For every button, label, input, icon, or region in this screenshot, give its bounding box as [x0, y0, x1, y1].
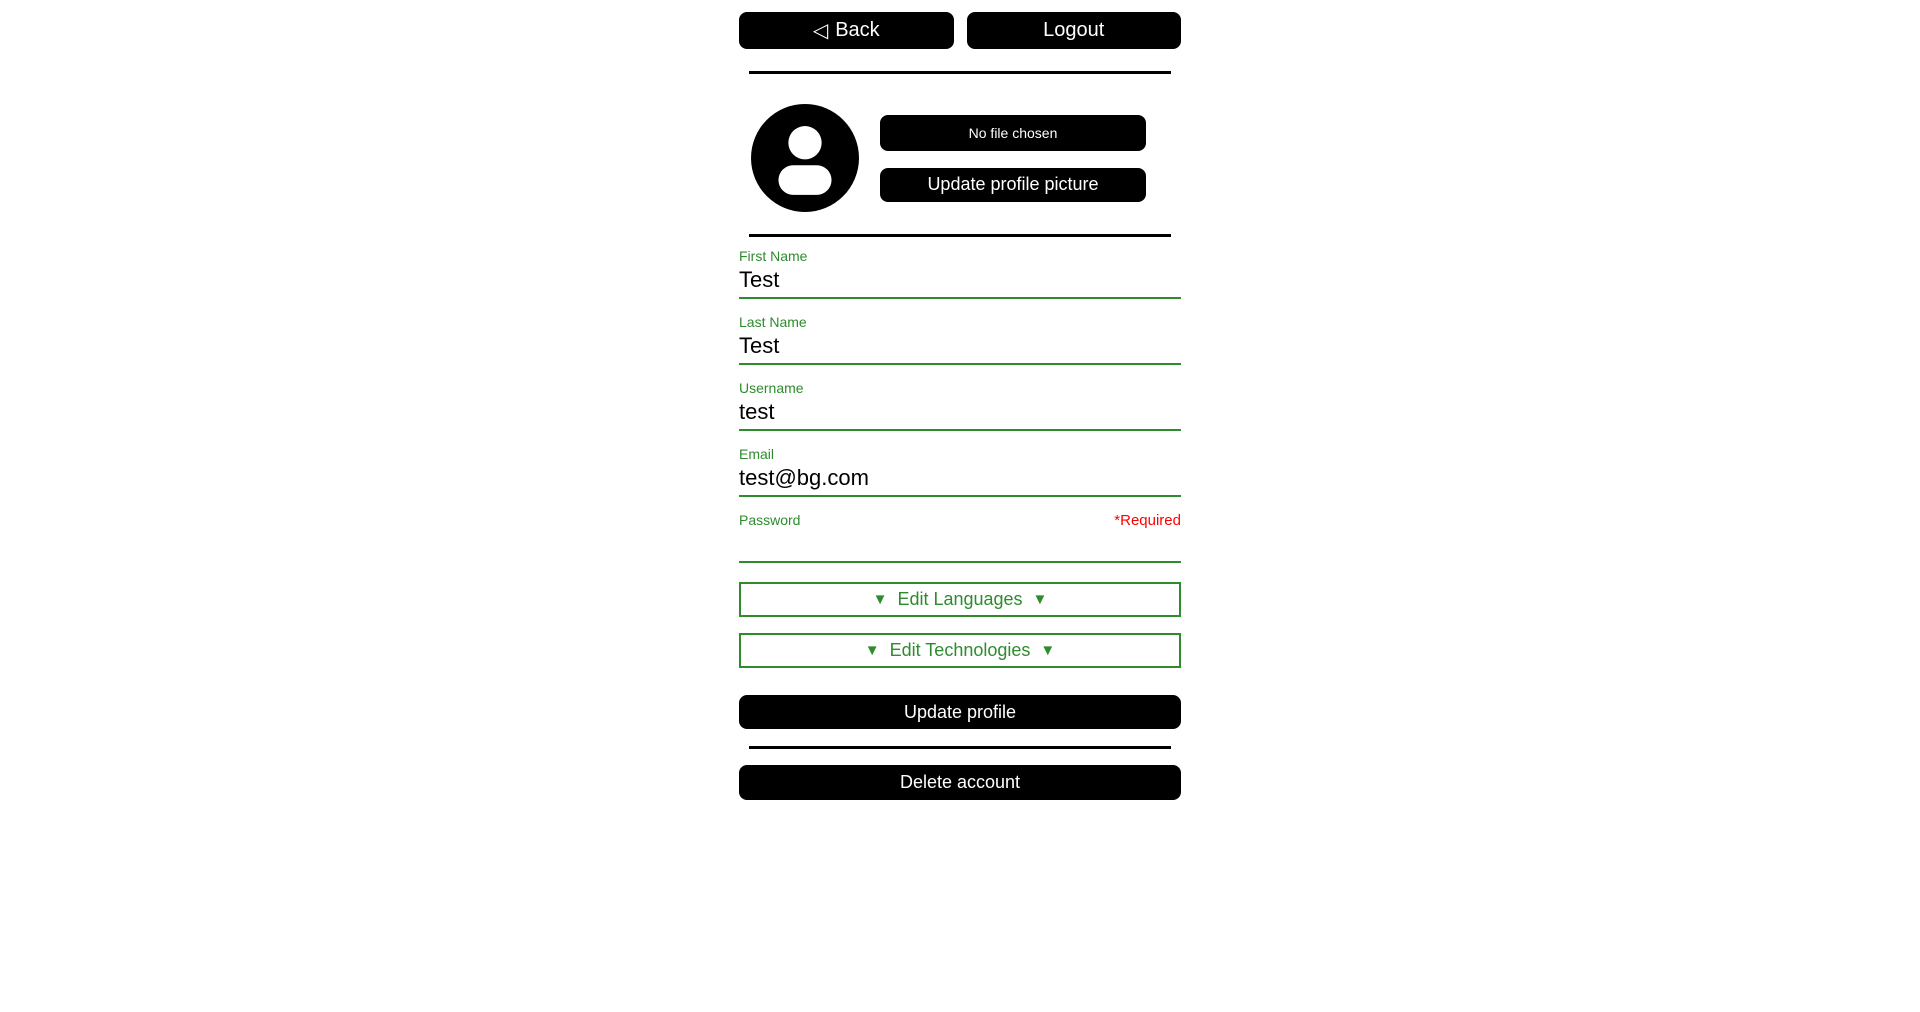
back-button-label: Back — [835, 19, 880, 41]
chevron-down-icon: ▼ — [1040, 642, 1056, 659]
last-name-input[interactable] — [739, 330, 1181, 365]
password-field-group — [739, 513, 1181, 563]
edit-languages-label: Edit Languages — [897, 589, 1023, 609]
chevron-down-icon: ▼ — [864, 642, 880, 659]
logout-button[interactable] — [967, 12, 1182, 49]
edit-languages-button[interactable] — [739, 582, 1181, 617]
first-name-label: First Name — [739, 248, 808, 264]
top-button-bar — [739, 12, 1181, 49]
picture-buttons-column — [880, 115, 1146, 202]
username-input[interactable] — [739, 396, 1181, 431]
divider-top — [749, 71, 1171, 74]
logout-button-label: Logout — [1043, 19, 1105, 41]
delete-account-label: Delete account — [899, 772, 1021, 792]
profile-picture-section — [739, 104, 1181, 212]
divider-form — [749, 234, 1171, 237]
delete-account-button[interactable] — [739, 765, 1181, 800]
username-field-group — [739, 381, 1181, 431]
last-name-label: Last Name — [739, 314, 807, 330]
chevron-down-icon: ▼ — [872, 591, 888, 608]
edit-technologies-label: Edit Technologies — [889, 640, 1031, 660]
edit-technologies-button[interactable] — [739, 633, 1181, 668]
first-name-input[interactable] — [739, 264, 1181, 299]
email-label: Email — [739, 446, 775, 462]
required-note: *Required — [1114, 512, 1181, 529]
last-name-field-group — [739, 315, 1181, 365]
update-picture-label: Update profile picture — [927, 174, 1099, 194]
file-input-button[interactable] — [880, 115, 1146, 151]
username-label: Username — [739, 380, 804, 396]
person-avatar-icon — [751, 104, 859, 212]
password-input[interactable] — [739, 528, 1181, 563]
back-button[interactable] — [739, 12, 954, 49]
email-field-group — [739, 447, 1181, 497]
profile-page — [739, 0, 1181, 800]
email-input[interactable] — [739, 462, 1181, 497]
update-picture-button[interactable] — [880, 168, 1146, 202]
update-profile-label: Update profile — [903, 701, 1017, 722]
chevron-down-icon: ▼ — [1032, 591, 1048, 608]
profile-form — [739, 249, 1181, 729]
divider-danger — [749, 746, 1171, 749]
first-name-field-group — [739, 249, 1181, 299]
file-status-text: No file chosen — [968, 124, 1058, 141]
update-profile-button[interactable] — [739, 695, 1181, 729]
back-arrow-icon: ◁ — [812, 20, 829, 42]
password-label: Password — [739, 512, 801, 528]
